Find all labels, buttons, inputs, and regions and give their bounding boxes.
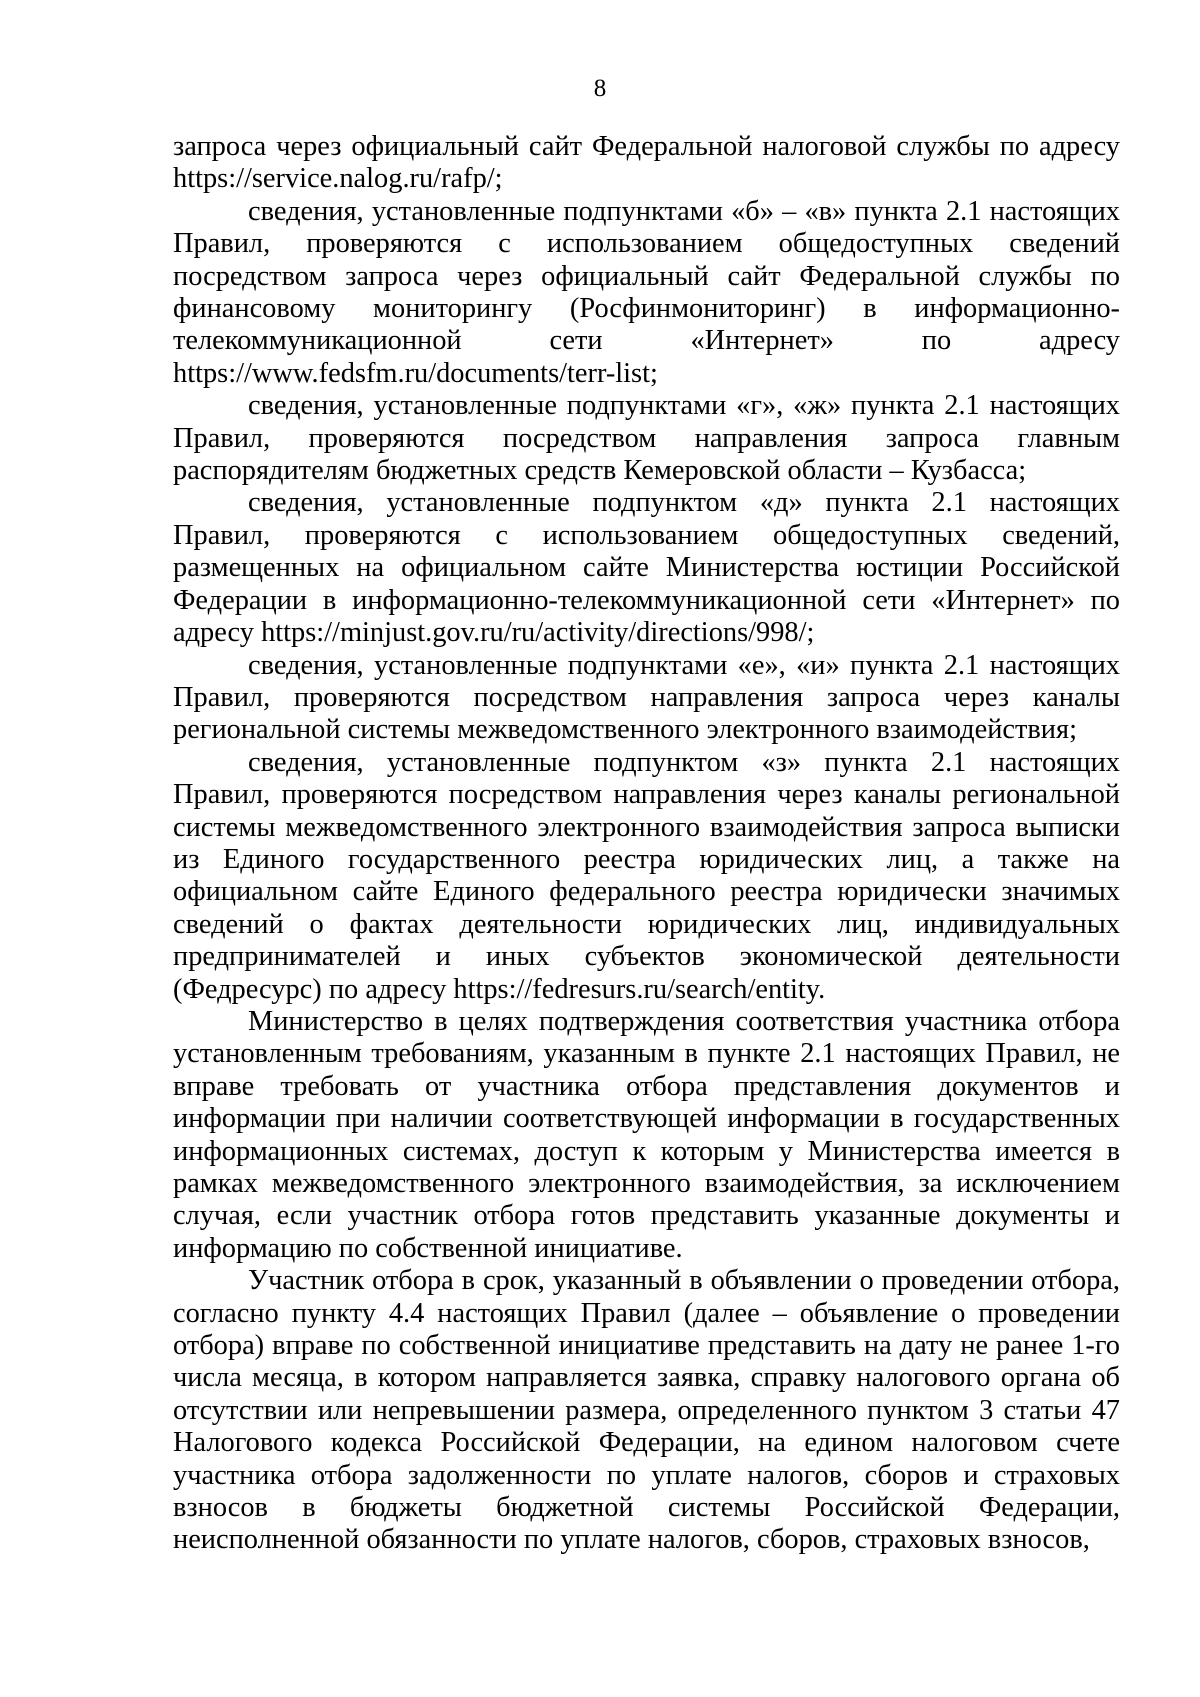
- paragraph-continuation: запроса через официальный сайт Федеральной налоговой службы по адресу https://service.nalog.ru/rafp/;: [173, 131, 1120, 195]
- paragraph-subpoints-b-v: сведения, установленные подпунктами «б» – «в» пункта 2.1 настоящих Правил, проверяются с использованием общедоступных сведений посредством запроса через официальный сайт Федеральной службы по финансовому мониторингу (Росфинмониторинг) в информационно-телекоммуникационной сети «Интернет» по адресу https://www.fedsfm.ru/documents/terr-list;: [173, 195, 1120, 389]
- paragraph-subpoints-g-zh: сведения, установленные подпунктами «г», «ж» пункта 2.1 настоящих Правил, проверяются посредством направления запроса главным распорядителям бюджетных средств Кемеровской области – Кузбасса;: [173, 390, 1120, 487]
- paragraph-subpoints-e-i: сведения, установленные подпунктами «е», «и» пункта 2.1 настоящих Правил, проверяются посредством направления запроса через каналы региональной системы межведомственного электронного взаимодействия;: [173, 649, 1120, 746]
- paragraph-participant: Участник отбора в срок, указанный в объявлении о проведении отбора, согласно пункту 4.4 настоящих Правил (далее – объявление о проведении отбора) вправе по собственной инициативе представить на дату не ранее 1-го числа месяца, в котором направляется заявка, справку налогового органа об отсутствии или непревышении размера, определенного пунктом 3 статьи 47 Налогового кодекса Российской Федерации, на едином налоговом счете участника отбора задолженности по уплате налогов, сборов и страховых взносов в бюджеты бюджетной системы Российской Федерации, неисполненной обязанности по уплате налогов, сборов, страховых взносов,: [173, 1265, 1120, 1556]
- paragraph-ministry: Министерство в целях подтверждения соответствия участника отбора установленным требованиям, указанным в пункте 2.1 настоящих Правил, не вправе требовать от участника отбора представления документов и информации при наличии соответствующей информации в государственных информационных системах, доступ к которым у Министерства имеется в рамках межведомственного электронного взаимодействия, за исключением случая, если участник отбора готов представить указанные документы и информацию по собственной инициативе.: [173, 1005, 1120, 1264]
- page-number: 8: [593, 75, 607, 102]
- paragraph-subpoint-z: сведения, установленные подпунктом «з» пункта 2.1 настоящих Правил, проверяются посредством направления через каналы региональной системы межведомственного электронного взаимодействия запроса выписки из Единого государственного реестра юридических лиц, а также на официальном сайте Единого федерального реестра юридически значимых сведений о фактах деятельности юридических лиц, индивидуальных предпринимателей и иных субъектов экономической деятельности (Федресурс) по адресу https://fedresurs.ru/search/entity.: [173, 746, 1120, 1005]
- paragraph-subpoint-d: сведения, установленные подпунктом «д» пункта 2.1 настоящих Правил, проверяются с использованием общедоступных сведений, размещенных на официальном сайте Министерства юстиции Российской Федерации в информационно-телекоммуникационной сети «Интернет» по адресу https://minjust.gov.ru/ru/activity/directions/998/;: [173, 487, 1120, 649]
- document-body: [173, 131, 1120, 1557]
